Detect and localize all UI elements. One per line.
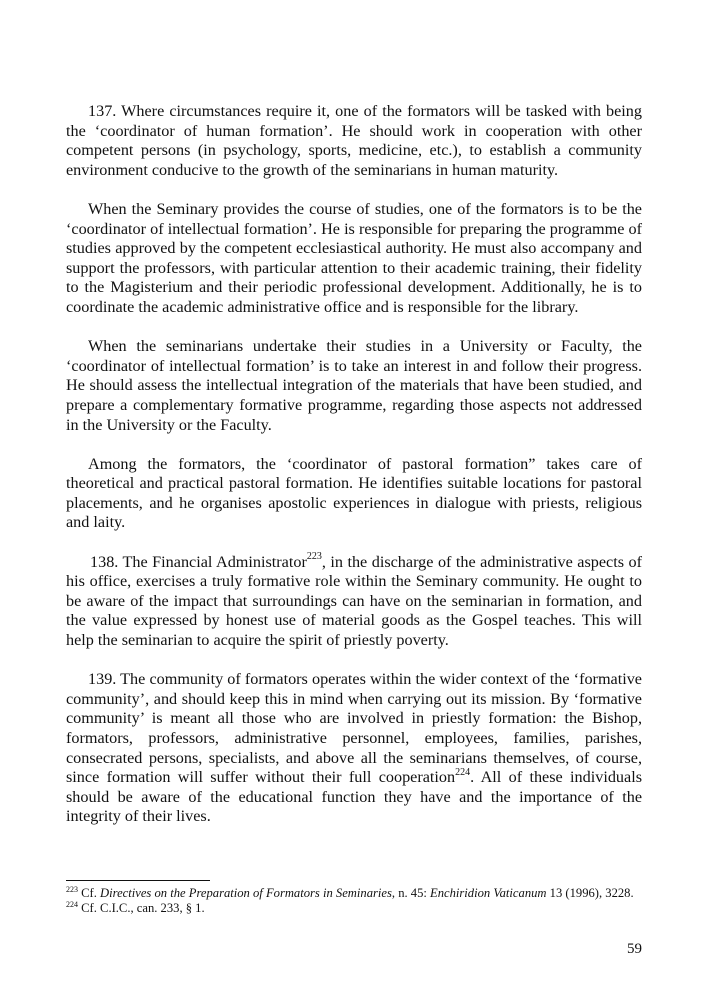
- footnote-number-224: 224: [66, 899, 78, 909]
- paragraph-pastoral-coordinator: Among the formators, the ‘coordinator of pastoral formation” takes care of theoretical and practical pastoral formation. He identifies suitable locations for pastoral placements, and he organises apostolic experiences in dialogue with priests, religious and laity.: [66, 454, 642, 532]
- paragraph-intellectual-coordinator: When the Seminary provides the course of studies, one of the formators is to be the ‘coordinator of intellectual formation’. He is responsible for preparing the programme of studies approved by the competent ecclesiastical authority. He must also accompany and support the professors, with particular attention to their academic training, their fidelity to the Magisterium and their periodic professional development. Additionally, he is to coordinate the academic administrative office and is responsible for the library.: [66, 199, 642, 316]
- footnote-224: [66, 901, 642, 916]
- footnote-separator: [66, 880, 210, 881]
- paragraph-139: [66, 670, 642, 827]
- footnote-number-223: 223: [66, 884, 78, 894]
- footnote-223-title: Directives on the Preparation of Formators in Seminaries: [100, 886, 392, 900]
- paragraph-138-end: , in the discharge of the administrative aspects of his office, exercises a truly formative role within the Seminary community. He ought to be aware of the impact that surroundings can have on the seminarian in formation, and the value expressed by honest use of material goods as the Gospel teaches. This will help the seminarian to acquire the spirit of priestly poverty.: [66, 552, 642, 650]
- footnote-223-middle: , n. 45:: [391, 886, 431, 900]
- paragraph-138: [66, 553, 642, 651]
- footnote-ref-223[interactable]: 223: [306, 551, 322, 563]
- paragraph-138-start: 138. The Financial Administrator: [90, 552, 307, 571]
- footnote-223: [66, 886, 642, 901]
- paragraph-137: 137. Where circumstances require it, one of the formators will be tasked with being the ‘coordinator of human formation’. He should work in cooperation with other competent persons (in psychology, sports, medicine, etc.), to establish a community environment conducive to the growth of the seminarians in human maturity.: [66, 102, 642, 179]
- footnote-223-suffix: 13 (1996), 3228.: [546, 886, 634, 900]
- paragraph-139-end: . All of these individuals should be aware of the educational function they have and the importance of the integrity of their lives.: [66, 768, 643, 826]
- page-number: 59: [627, 941, 642, 957]
- footnote-224-text: Cf. C.I.C., can. 233, § 1.: [78, 901, 205, 915]
- document-body: [66, 102, 642, 847]
- footnotes: [66, 886, 642, 916]
- footnote-223-prefix: Cf.: [78, 886, 101, 900]
- footnote-223-source: Enchiridion Vaticanum: [430, 886, 547, 900]
- paragraph-university-studies: When the seminarians undertake their studies in a University or Faculty, the ‘coordinator of intellectual formation’ is to take an interest in and follow their progress. He should assess the intellectual integration of the materials that have been studied, and prepare a complementary formative programme, regarding those aspects not addressed in the University or the Faculty.: [66, 337, 642, 434]
- paragraph-139-start: 139. The community of formators operates within the wider context of the ‘formative community’, and should keep this in mind when carrying out its mission. By ‘formative community’ is meant all those who are involved in priestly formation: the Bishop, formators, professors, administrative personnel, employees, families, parishes, consecrated persons, specialists, and above all the seminarians themselves, of course, since formation will suffer without their full cooperation: [66, 670, 642, 787]
- footnote-ref-224[interactable]: 224: [455, 766, 471, 778]
